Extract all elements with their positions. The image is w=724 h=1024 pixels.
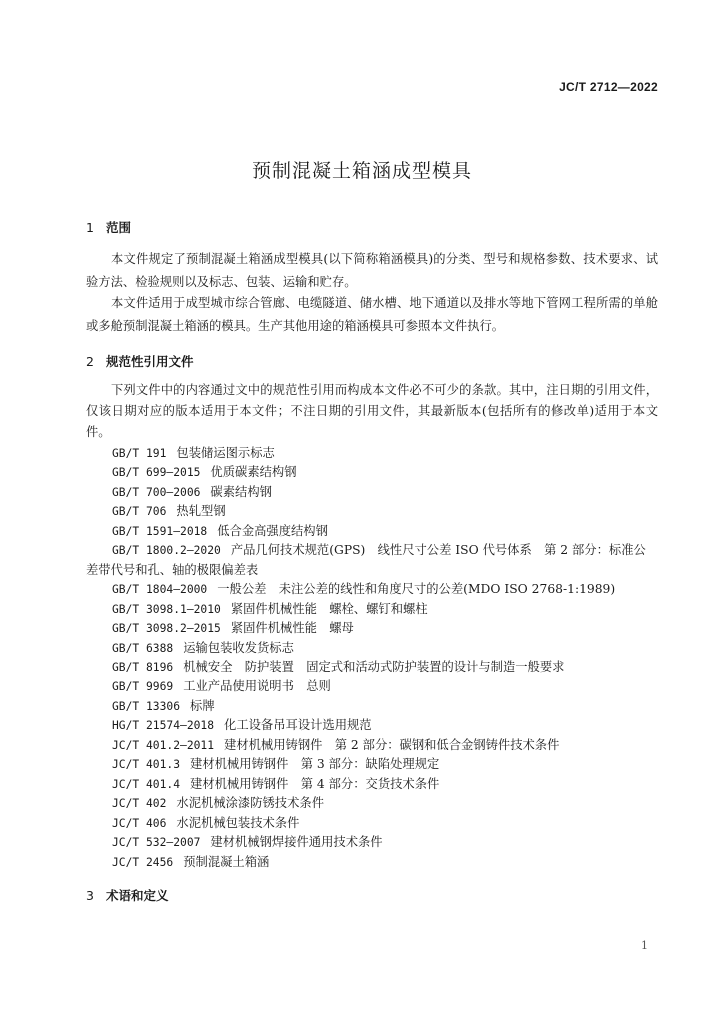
reference-item: [112, 522, 662, 541]
reference-item: [112, 483, 662, 502]
reference-item: [112, 853, 662, 872]
reference-item: [112, 444, 662, 463]
document-title: 预制混凝土箱涵成型模具: [251, 160, 472, 182]
reference-list: [86, 444, 662, 872]
reference-item: [86, 541, 658, 580]
reference-item: [112, 619, 662, 638]
reference-item: [112, 502, 662, 521]
section-3-number: 3: [86, 888, 94, 903]
section-1-number: 1: [86, 220, 94, 235]
reference-item: [112, 580, 662, 599]
reference-code: JC/T 2456: [112, 855, 174, 869]
reference-code: HG/T 21574—2018: [112, 719, 215, 733]
reference-title: 工业产品使用说明书 总则: [183, 679, 331, 694]
reference-item: [112, 736, 662, 755]
reference-title: 产品几何技术规范(GPS) 线性尺寸公差 ISO 代号体系 第 2 部分：标准公差带代号和孔、轴的极限偏差表: [86, 543, 646, 577]
reference-item: [112, 794, 662, 813]
reference-code: GB/T 1804—2000: [112, 583, 208, 597]
section-3-title: 术语和定义: [106, 888, 169, 903]
section-2-heading: [86, 352, 194, 370]
reference-code: GB/T 700—2006: [112, 485, 201, 499]
reference-code: GB/T 3098.2—2015: [112, 622, 221, 636]
reference-title: 紧固件机械性能 螺母: [230, 621, 354, 636]
reference-code: GB/T 13306: [112, 699, 181, 713]
section-2-number: 2: [86, 354, 94, 369]
reference-title: 碳素结构钢: [210, 484, 272, 499]
reference-title: 一般公差 未注公差的线性和角度尺寸的公差(MDO ISO 2768-1:1989): [217, 582, 616, 597]
reference-item: [112, 775, 662, 794]
reference-item: [112, 639, 662, 658]
reference-title: 建材机械用铸钢件 第 3 部分：缺陷处理规定: [190, 757, 440, 772]
page-number: 1: [641, 939, 648, 952]
reference-code: JC/T 401.3: [112, 758, 181, 772]
reference-item: [112, 755, 662, 774]
reference-code: JC/T 401.2—2011: [112, 738, 215, 752]
reference-title: 运输包装收发货标志: [183, 640, 294, 655]
reference-title: 水泥机械包装技术条件: [176, 815, 300, 830]
reference-title: 优质碳素结构钢: [210, 465, 297, 480]
reference-code: GB/T 9969: [112, 680, 174, 694]
section-1-title: 范围: [106, 220, 132, 235]
reference-item: [112, 697, 662, 716]
section-1-paragraph-2: 本文件适用于成型城市综合管廊、电缆隧道、储水槽、地下通道以及排水等地下管网工程所需的单舱或多舱预制混凝土箱涵的模具。生产其他用途的箱涵模具可参照本文件执行。: [86, 296, 658, 333]
reference-code: JC/T 401.4: [112, 777, 181, 791]
reference-code: JC/T 406: [112, 816, 167, 830]
reference-title: 机械安全 防护装置 固定式和活动式防护装置的设计与制造一般要求: [183, 659, 565, 674]
reference-item: [112, 658, 662, 677]
section-2-title: 规范性引用文件: [106, 354, 194, 369]
reference-item: [112, 716, 662, 735]
reference-title: 建材机械用铸钢件 第 4 部分：交货技术条件: [190, 776, 440, 791]
reference-title: 紧固件机械性能 螺栓、螺钉和螺柱: [230, 601, 428, 616]
reference-item: [112, 677, 662, 696]
reference-code: GB/T 191: [112, 447, 167, 460]
reference-title: 建材机械钢焊接件通用技术条件: [210, 835, 383, 850]
reference-title: 化工设备吊耳设计选用规范: [224, 718, 372, 733]
reference-title: 包装储运图示标志: [176, 446, 275, 460]
reference-title: 建材机械用铸钢件 第 2 部分：碳钢和低合金钢铸件技术条件: [224, 737, 560, 752]
standard-code: JC/T 2712—2022: [559, 80, 658, 94]
section-1-paragraph-1: 本文件规定了预制混凝土箱涵成型模具(以下简称箱涵模具)的分类、型号和规格参数、技术要求、试验方法、检验规则以及标志、包装、运输和贮存。: [86, 252, 658, 289]
reference-code: GB/T 3098.1—2010: [112, 602, 221, 616]
reference-item: [112, 814, 662, 833]
section-1-heading: [86, 218, 131, 236]
reference-code: GB/T 6388: [112, 641, 174, 655]
reference-title: 水泥机械涂漆防锈技术条件: [176, 796, 324, 811]
section-2-intro: 下列文件中的内容通过文中的规范性引用而构成本文件必不可少的条款。其中，注日期的引用文件，仅该日期对应的版本适用于本文件；不注日期的引用文件，其最新版本(包括所有的修改单)适用于本文件。: [86, 383, 658, 439]
reference-title: 预制混凝土箱涵: [183, 854, 270, 869]
reference-code: GB/T 1800.2—2020: [112, 544, 221, 558]
reference-code: GB/T 699—2015: [112, 466, 201, 480]
reference-code: JC/T 532—2007: [112, 836, 201, 850]
reference-item: [112, 463, 662, 482]
reference-title: 低合金高强度结构钢: [217, 523, 328, 538]
reference-title: 标牌: [190, 698, 215, 713]
reference-code: GB/T 1591—2018: [112, 524, 208, 538]
section-3-heading: [86, 886, 169, 904]
reference-code: JC/T 402: [112, 797, 167, 811]
reference-item: [112, 833, 662, 852]
reference-item: [112, 600, 662, 619]
reference-code: GB/T 706: [112, 505, 167, 519]
reference-title: 热轧型钢: [176, 504, 226, 519]
reference-code: GB/T 8196: [112, 660, 174, 674]
